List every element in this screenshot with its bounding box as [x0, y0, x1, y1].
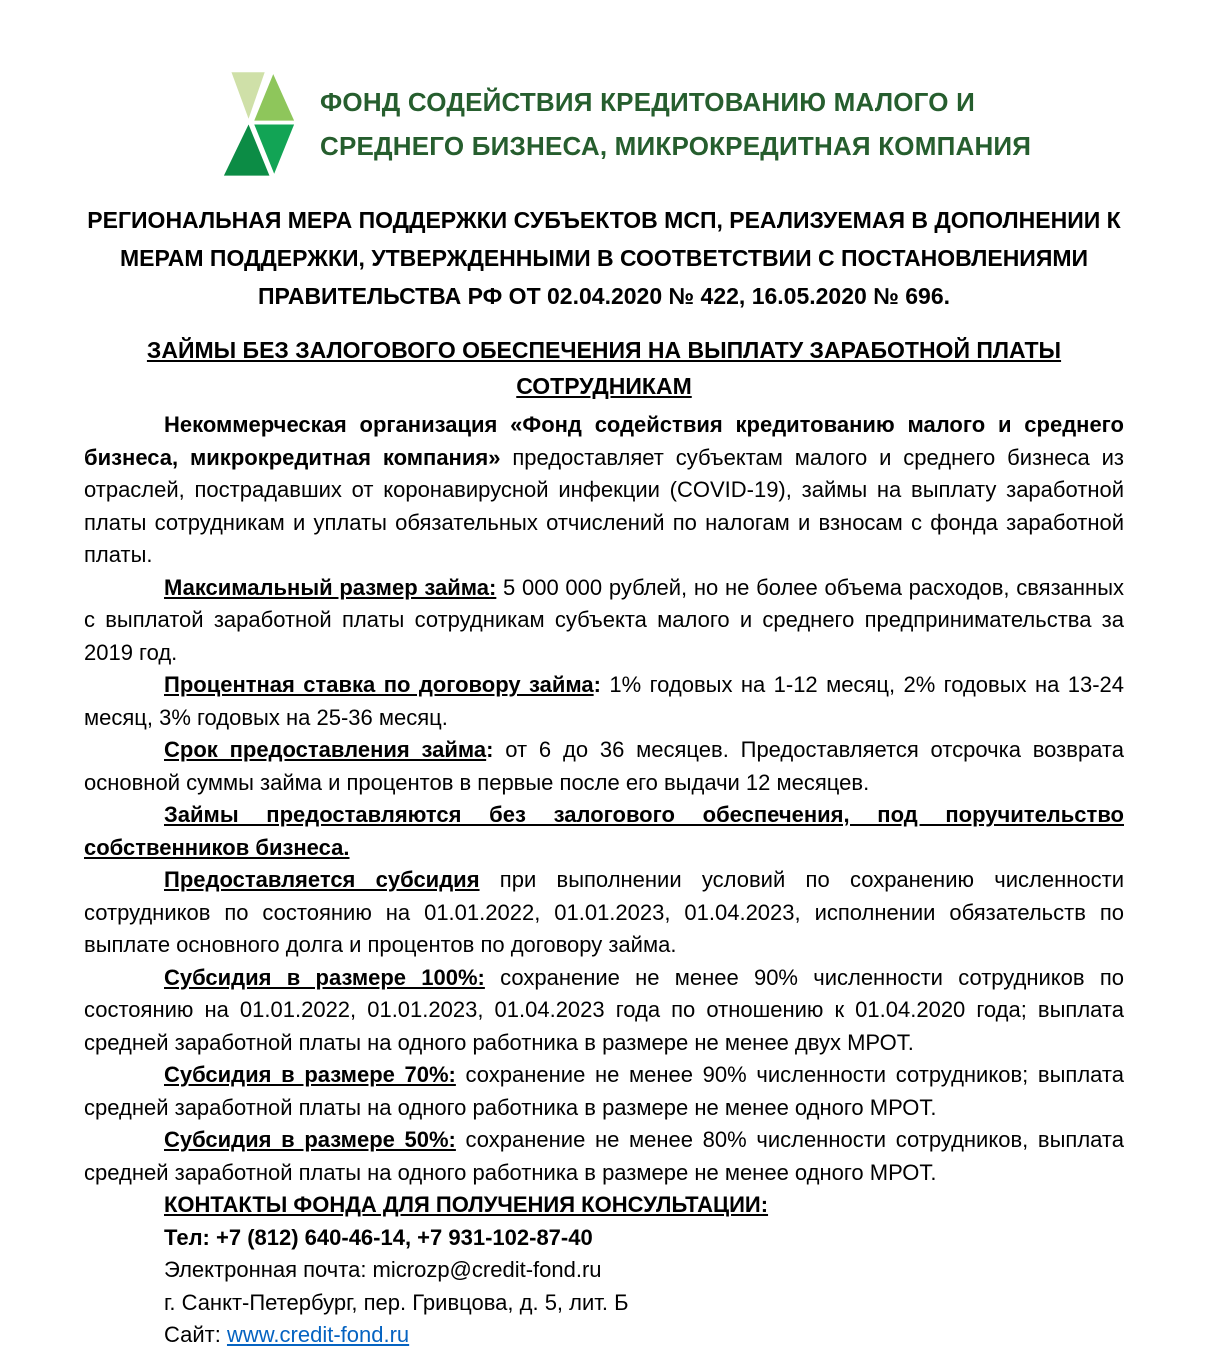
paragraph-text: 1% годовых на 1-12 месяц, 2% годовых на 13-24 месяц, 3% годовых на 25-36 месяц. [84, 672, 1124, 730]
regional-measure-note-line2: МЕРАМ ПОДДЕРЖКИ, УТВЕРЖДЕННЫМИ В СООТВЕТСТВИИ С ПОСТАНОВЛЕНИЯМИ [119, 245, 1089, 271]
body-paragraph [84, 1124, 1124, 1189]
contact-line-address [84, 1287, 1124, 1320]
paragraph-lead: Субсидия в размере 70%: [164, 1062, 456, 1087]
organization-name-line2: СРЕДНЕГО БИЗНЕСА, МИКРОКРЕДИТНАЯ КОМПАНИЯ [320, 130, 1032, 161]
body-paragraph [84, 669, 1124, 734]
contact-line-website [84, 1319, 1124, 1348]
paragraph-lead: Займы предоставляются без залогового обеспечения, под поручительство собственников бизнеса. [84, 802, 1124, 860]
contact-line-phone [84, 1222, 1124, 1255]
organization-name-line1: ФОНД СОДЕЙСТВИЯ КРЕДИТОВАНИЮ МАЛОГО И [320, 86, 976, 117]
paragraph-lead: Субсидия в размере 100%: [164, 964, 485, 990]
paragraph-lead: Максимальный размер займа: [164, 574, 497, 600]
document-title: ЗАЙМЫ БЕЗ ЗАЛОГОВОГО ОБЕСПЕЧЕНИЯ НА ВЫПЛАТУ ЗАРАБОТНОЙ ПЛАТЫ СОТРУДНИКАМ [146, 337, 1062, 399]
website-label: Сайт: [164, 1322, 227, 1347]
body-paragraph [84, 409, 1124, 572]
paragraph-text: сохранение не менее 80% численности сотрудников, выплата средней заработной платы на одного работника в размере не менее одного МРОТ. [84, 1127, 1124, 1185]
body-paragraph [84, 799, 1124, 864]
paragraph-lead: Процентная ставка по договору займа [164, 672, 594, 697]
contact-line-text: Электронная почта: microzp@credit-fond.ru [164, 1257, 602, 1282]
paragraph-text: при выполнении условий по сохранению численности сотрудников по состоянию на 01.01.2022, 01.01.2023, 01.04.2023, исполнении обязательств по выплате основного долга и процентов по договору займа. [84, 867, 1124, 957]
contact-line-text: г. Санкт-Петербург, пер. Гривцова, д. 5, лит. Б [164, 1289, 629, 1315]
paragraph-lead: Некоммерческая организация «Фонд содействия кредитованию малого и среднего бизнеса, микрокредитная компания» [84, 412, 1124, 470]
paragraph-text: 5 000 000 рублей, но не более объема расходов, связанных с выплатой заработной платы сотрудникам субъекта малого и среднего предпринимательства за 2019 год. [84, 574, 1125, 665]
contacts-heading [84, 1189, 1124, 1222]
paragraph-text: сохранение не менее 90% численности сотрудников; выплата средней заработной платы на одного работника в размере не менее одного МРОТ. [84, 1062, 1124, 1120]
contact-line-text: КОНТАКТЫ ФОНДА ДЛЯ ПОЛУЧЕНИЯ КОНСУЛЬТАЦИИ: [164, 1192, 769, 1217]
fund-logo-triangles-icon [222, 68, 296, 179]
contact-line-email [84, 1254, 1124, 1287]
body-paragraph [84, 572, 1124, 670]
contacts-block [84, 1189, 1124, 1348]
paragraph-lead: Предоставляется субсидия [164, 867, 480, 892]
website-link[interactable]: www.credit-fond.ru [226, 1322, 410, 1347]
paragraph-lead-colon: : [486, 737, 494, 762]
contact-line-text: Тел: +7 (812) 640-46-14, +7 931-102-87-40 [164, 1224, 593, 1250]
document-header [222, 68, 1104, 179]
paragraph-lead-colon: : [593, 672, 601, 697]
body-paragraph [84, 962, 1124, 1060]
paragraph-lead: Срок предоставления займа [164, 737, 487, 762]
body-paragraph [84, 864, 1124, 962]
regional-measure-note-line1: РЕГИОНАЛЬНАЯ МЕРА ПОДДЕРЖКИ СУБЪЕКТОВ МСП, РЕАЛИЗУЕМАЯ В ДОПОЛНЕНИИ К [87, 207, 1121, 233]
paragraph-text: предоставляет субъектам малого и среднего бизнеса из отраслей, пострадавших от коронавирусной инфекции (COVID-19), займы на выплату заработной платы сотрудникам и уплаты обязательных отчислений по налогам и взносам с фонда заработной платы. [84, 444, 1124, 567]
regional-measure-note [84, 201, 1124, 315]
paragraph-text: от 6 до 36 месяцев. Предоставляется отсрочка возврата основной суммы займа и процентов в первые после его выдачи 12 месяцев. [84, 737, 1124, 795]
organization-name [320, 80, 1031, 168]
fund-logo-icon [222, 68, 296, 179]
paragraph-text: сохранение не менее 90% численности сотрудников по состоянию на 01.01.2022, 01.01.2023, 01.04.2023 года по отношению к 01.04.2020 года; выплата средней заработной платы на одного работника в размере не менее двух МРОТ. [84, 964, 1124, 1055]
paragraph-lead: Субсидия в размере 50%: [164, 1127, 456, 1152]
body-paragraph [84, 734, 1124, 799]
regional-measure-note-line3: ПРАВИТЕЛЬСТВА РФ ОТ 02.04.2020 № 422, 16.05.2020 № 696. [257, 283, 950, 309]
body-paragraph [84, 1059, 1124, 1124]
document-body [84, 409, 1124, 1189]
